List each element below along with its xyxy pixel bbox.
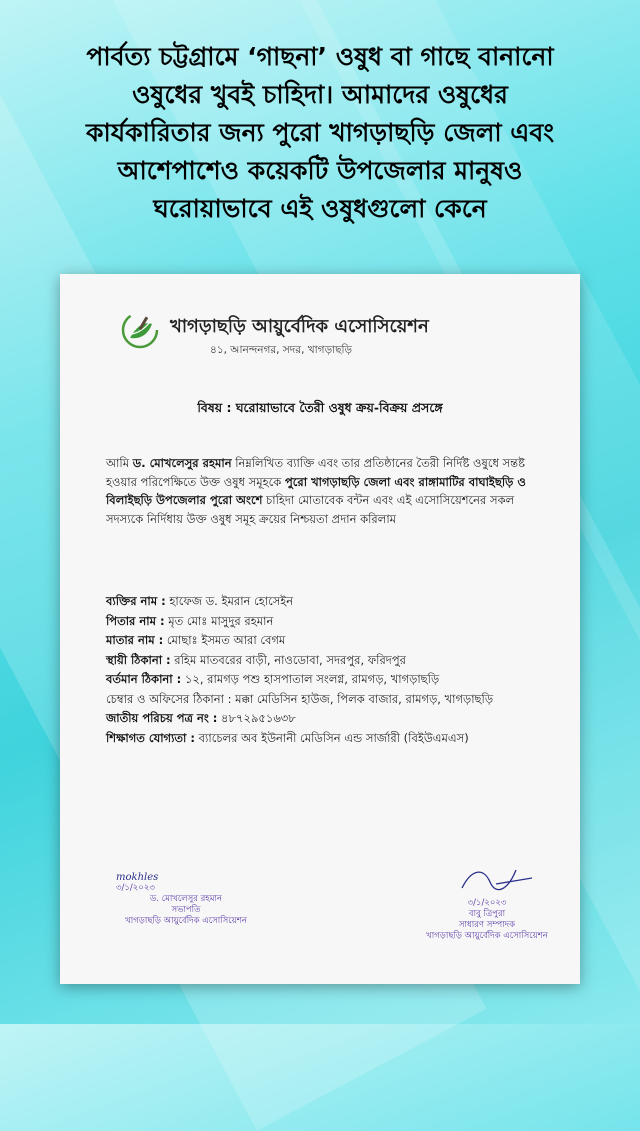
- body-text: নিম্নলিখিত ব্যাক্তি এবং তার প্রতিষ্ঠানের তৈরী নির্দিষ্ট ওষুধে সন্তষ্ট হওয়ার পরিপেক্ষিতে উক্ত ওষুধ সমূহকে: [106, 456, 525, 489]
- detail-row: [106, 690, 556, 710]
- detail-row: [106, 612, 556, 632]
- signature-secretary: [412, 864, 562, 954]
- detail-key: জাতীয় পরিচয় পত্র নং :: [106, 711, 218, 725]
- detail-row: [106, 651, 556, 671]
- detail-key: বর্তমান ঠিকানা :: [106, 672, 182, 686]
- detail-row: [106, 670, 556, 690]
- detail-value: ৪৮৭২৯৫১৬৩৮: [217, 711, 296, 725]
- body-text: আমি: [106, 456, 133, 470]
- signatory-name: ড. মোখলেসুর রহমান: [149, 894, 223, 904]
- detail-key: ব্যক্তির নাম :: [106, 594, 166, 608]
- letter-document: [60, 274, 580, 984]
- detail-value: চেম্বার ও অফিসের ঠিকানা : মক্কা মেডিসিন হাউজ, পিলক বাজার, রামগড়, খাগড়াছড়ি: [106, 691, 494, 706]
- organization-address: ৪১, আনন্দনগর, সদর, খাগড়াছড়ি: [210, 344, 352, 356]
- detail-row: [106, 592, 556, 612]
- headline: [20, 38, 620, 228]
- detail-key: শিক্ষাগত যোগ্যতা :: [106, 730, 195, 745]
- signatory-name: ড. মোখলেসুর রহমান: [132, 456, 232, 470]
- detail-value: ১২, রামগড় পশু হাসপাতাল সংলগ্ন, রামগড়, খাগড়াছড়ি: [181, 672, 440, 686]
- headline-line: ঘরোয়াভাবে এই ওষুধগুলো কেনে: [153, 194, 487, 223]
- signature-date: ৩/১/২০২৩: [467, 898, 507, 908]
- detail-value: মোছাঃ ইসমত আরা বেগম: [163, 633, 286, 647]
- detail-row: [106, 709, 556, 729]
- letter-subject: বিষয় : ঘরোয়াভাবে তৈরী ওষুধ ক্রয়-বিক্রয় প্রসঙ্গে: [197, 400, 443, 415]
- detail-value: রহিম মাতবরের বাড়ী, নাওডোবা, সদরপুর, ফরিদপুর: [170, 652, 406, 667]
- headline-line: আশেপাশেও কয়েকটি উপজেলার মানুষও: [117, 156, 523, 185]
- person-details: [106, 592, 556, 748]
- detail-key: স্থায়ী ঠিকানা :: [106, 652, 171, 667]
- detail-key: পিতার নাম :: [106, 613, 165, 628]
- detail-row: [106, 631, 556, 651]
- body-text: চাহিদা মোতাবেক বন্টন এবং এই এসোসিয়েশনের সকল সদস্যকে নির্দিধায় উক্ত ওষুধ সমূহ ক্রয়ের নিশ্চয়তা প্রদান করিলাম: [106, 493, 515, 526]
- signatory-org: খাগড়াছড়ি আয়ুর্বেদিক এসোসিয়েশন: [426, 931, 548, 941]
- headline-line: পার্বত্য চট্টগ্রামে ‘গাছনা’ ওষুধ বা গাছে বানানো: [86, 42, 554, 71]
- leaf-mortar-logo-icon: [120, 310, 160, 350]
- signatory-title: সাধারণ সম্পাদক: [458, 920, 516, 930]
- detail-value: ব্যাচেলর অব ইউনানী মেডিসিন এন্ড সার্জারী (বিইউএমএস): [194, 730, 469, 745]
- detail-row: [106, 729, 556, 749]
- signatory-org: খাগড়াছড়ি আয়ুর্বেদিক এসোসিয়েশন: [125, 916, 247, 926]
- signatory-title: সভাপতি: [171, 905, 201, 915]
- signature-president: [116, 872, 256, 952]
- letter-body: [106, 454, 546, 528]
- signature-date: ৩/১/২০২৩: [116, 883, 155, 893]
- signature-scribble-icon: [412, 864, 562, 894]
- detail-value: মৃত মোঃ মাসুদুর রহমান: [164, 613, 274, 628]
- headline-line: কার্যকারিতার জন্য পুরো খাগড়াছড়ি জেলা এবং: [86, 118, 554, 147]
- detail-key: মাতার নাম :: [106, 633, 164, 647]
- signature-scribble: mokhles: [116, 872, 159, 883]
- detail-value: হাফেজ ড. ইমরান হোসেইন: [165, 594, 294, 608]
- organization-name: খাগড়াছড়ি আয়ুর্বেদিক এসোসিয়েশন: [170, 316, 429, 337]
- headline-line: ওষুধের খুবই চাহিদা। আমাদের ওষুধের: [132, 80, 508, 109]
- coverage-area: পুরো খাগড়াছড়ি জেলা এবং রাঙ্গামাটির বাঘাইছড়ি ও বিলাইছড়ি উপজেলার পুরো অংশে: [106, 474, 526, 507]
- signatory-name: বাবু ত্রিপুরা: [468, 909, 506, 919]
